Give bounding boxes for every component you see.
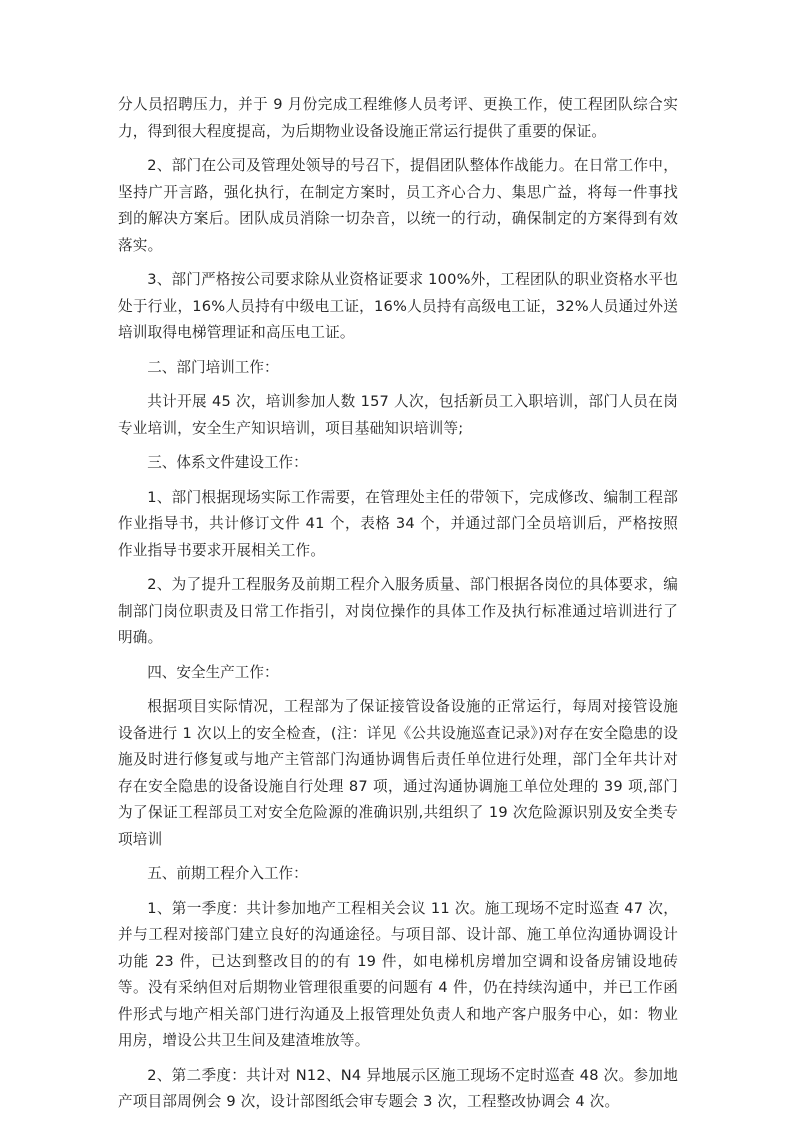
section-heading-training: 二、部门培训工作： bbox=[147, 358, 279, 376]
paragraph-safety: 根据项目实际情况，工程部为了保证接管设备设施的正常运行，每周对接管设施设备进行 1 次以上的安全检查，(注：详见《公共设施巡查记录》)对存在安全隐患的设施及时进行修复或与地产主管部门沟通协调售后责任单位进行处理，部门全年共计对存在安全隐患的设备设施自行处理 87 项，通过沟通协调施工单位处理的 39 项,部门为了保证工程部员工对安全危险源的准确识别,共组织了 19 次危险源识别及安全类专项培训 bbox=[118, 698, 678, 848]
paragraph-q1: 1、第一季度：共计参加地产工程相关会议 11 次。施工现场不定时巡查 47 次，并与工程对接部门建立良好的沟通途径。与项目部、设计部、施工单位沟通协调设计功能 23 件，已达到整改目的的有 19 件，如电梯机房增加空调和设备房铺设地砖等。没有采纳但对后期物业管理很重要的问题有 4 件，仍在持续沟通中，并已工作函件形式与地产相关部门进行沟通及上报管理处负责人和地产客户服务中心，如：物业用房，增设公共卫生间及建渣堆放等。 bbox=[118, 899, 678, 1049]
paragraph-training: 共计开展 45 次，培训参加人数 157 人次，包括新员工入职培训，部门人员在岗专业培训，安全生产知识培训，项目基础知识培训等; bbox=[118, 393, 678, 437]
paragraph-documents-2: 2、为了提升工程服务及前期工程介入服务质量、部门根据各岗位的具体要求，编制部门岗位职责及日常工作指引，对岗位操作的具体工作及执行标准通过培训进行了明确。 bbox=[118, 576, 678, 646]
document-page bbox=[118, 92, 678, 1124]
paragraph-documents-1: 1、部门根据现场实际工作需要，在管理处主任的带领下，完成修改、编制工程部作业指导书，共计修订文件 41 个，表格 34 个，并通过部门全员培训后，严格按照作业指导书要求开展相关工作。 bbox=[118, 488, 678, 559]
paragraph-qualifications: 3、部门严格按公司要求除从业资格证要求 100%外，工程团队的职业资格水平也处于行业，16%人员持有中级电工证，16%人员持有高级电工证，32%人员通过外送培训取得电梯管理证和高压电工证。 bbox=[118, 271, 678, 341]
paragraph-team-strength: 分人员招聘压力，并于 9 月份完成工程维修人员考评、更换工作，使工程团队综合实力，得到很大程度提高，为后期物业设备设施正常运行提供了重要的保证。 bbox=[118, 96, 678, 140]
paragraph-q2: 2、第二季度：共计对 N12、N4 异地展示区施工现场不定时巡查 48 次。参加地产项目部周例会 9 次，设计部图纸会审专题会 3 次，工程整改协调会 4 次。 bbox=[118, 1066, 678, 1110]
paragraph-team-collaboration: 2、部门在公司及管理处领导的号召下，提倡团队整体作战能力。在日常工作中，坚持广开言路，强化执行，在制定方案时，员工齐心合力、集思广益，将每一件事找到的解决方案后。团队成员消除一切杂音，以统一的行动，确保制定的方案得到有效落实。 bbox=[118, 157, 678, 254]
section-heading-safety: 四、安全生产工作： bbox=[147, 663, 279, 681]
section-heading-system-documents: 三、体系文件建设工作： bbox=[147, 454, 308, 471]
section-heading-early-involvement: 五、前期工程介入工作： bbox=[147, 865, 308, 882]
